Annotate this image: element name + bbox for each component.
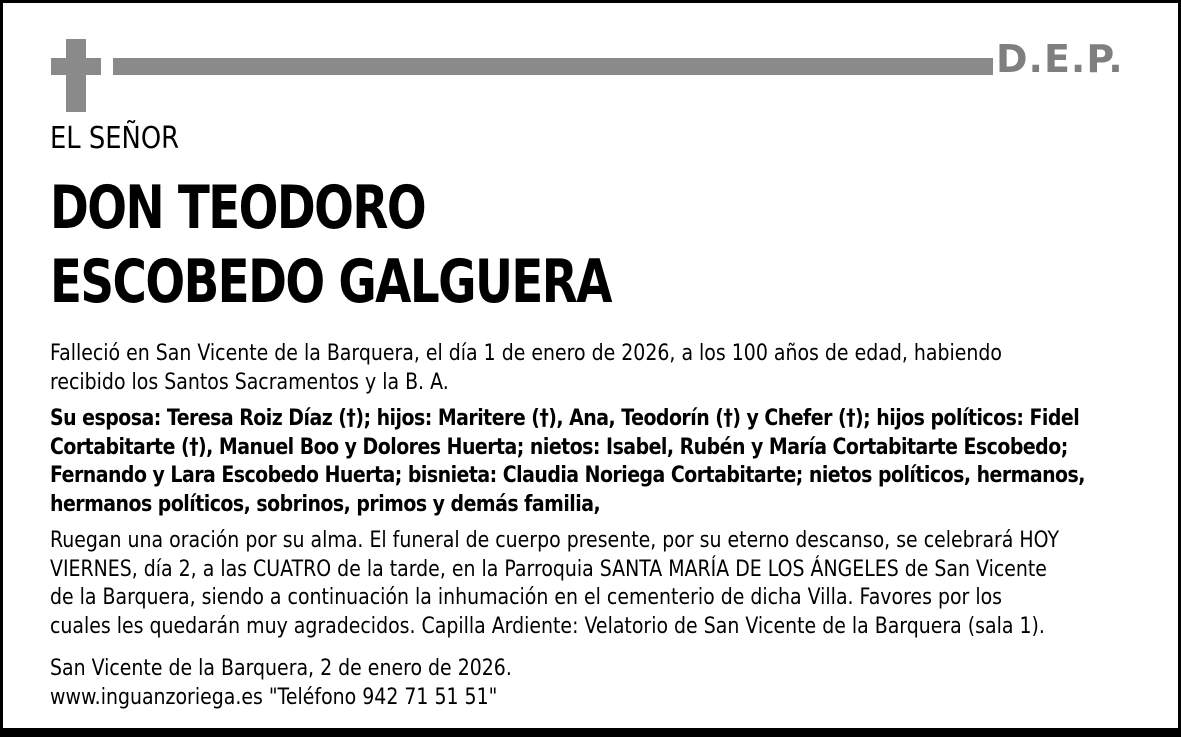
place-date: San Vicente de la Barquera, 2 de enero de 2026. bbox=[50, 656, 512, 681]
name-line-1: DON TEODORO bbox=[50, 173, 426, 243]
family-line: Fernando y Lara Escobedo Huerta; bisnieta: Claudia Noriega Cortabitarte; nietos políticos, hermanos, bbox=[50, 463, 1085, 488]
family-line: hermanos políticos, sobrinos, primos y demás familia, bbox=[50, 491, 601, 517]
family-paragraph bbox=[50, 405, 1168, 519]
deceased-name bbox=[50, 171, 611, 319]
contact-info: www.inguanzoriega.es "Teléfono 942 71 51 51" bbox=[50, 684, 498, 710]
footer-paragraph bbox=[50, 655, 1134, 712]
family-line: Su esposa: Teresa Roiz Díaz (†); hijos: Maritere (†), Ana, Teodorín (†) y Chefer (†); hijos políticos: Fidel bbox=[50, 406, 1080, 431]
funeral-paragraph bbox=[50, 527, 1134, 641]
death-notice-paragraph bbox=[50, 340, 1134, 397]
dep-label: D.E.P. bbox=[996, 37, 1124, 81]
cross-icon-vertical-bar bbox=[66, 39, 86, 112]
funeral-line: Ruegan una oración por su alma. El funeral de cuerpo presente, por su eterno descanso, se celebrará HOY bbox=[50, 528, 1060, 553]
funeral-line: cuales les quedarán muy agradecidos. Capilla Ardiente: Velatorio de San Vicente de la Barquera (sala 1). bbox=[50, 613, 1045, 639]
funeral-line: VIERNES, día 2, a las CUATRO de la tarde, en la Parroquia SANTA MARÍA DE LOS ÁNGELES de San Vicente bbox=[50, 556, 1047, 582]
name-line-2: ESCOBEDO GALGUERA bbox=[50, 247, 611, 317]
header-rule bbox=[113, 58, 993, 75]
death-notice-line: recibido los Santos Sacramentos y la B. A. bbox=[50, 369, 449, 395]
funeral-line: de la Barquera, siendo a continuación la inhumación en el cementerio de dicha Villa. Favores por los bbox=[50, 585, 1003, 610]
cross-icon-horizontal-bar bbox=[51, 58, 101, 75]
family-line: Cortabitarte (†), Manuel Boo y Dolores Huerta; nietos: Isabel, Rubén y María Cortabitarte Escobedo; bbox=[50, 434, 1068, 460]
death-notice-line: Falleció en San Vicente de la Barquera, el día 1 de enero de 2026, a los 100 años de edad, habiendo bbox=[50, 341, 1002, 366]
honorific: EL SEÑOR bbox=[50, 121, 180, 156]
